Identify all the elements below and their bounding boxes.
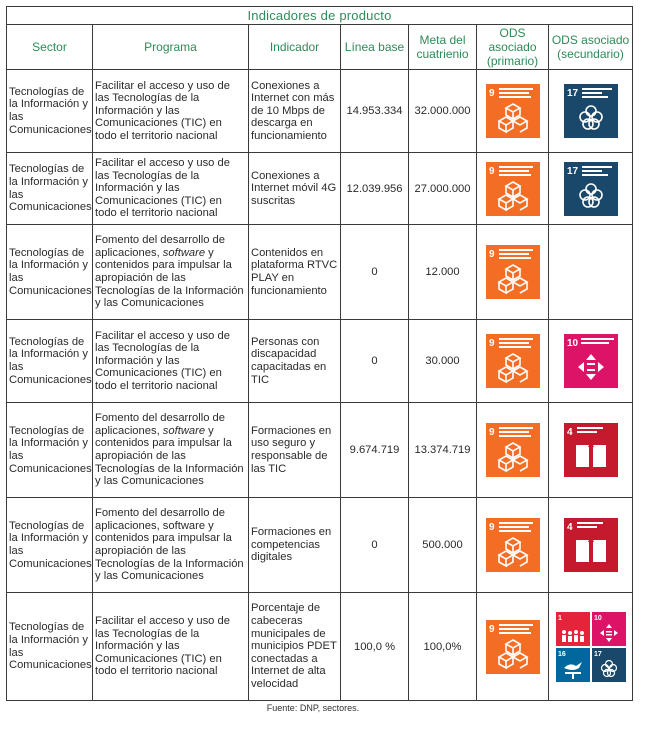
table-header-row (7, 25, 633, 70)
ods-primario-cell (477, 225, 549, 320)
ods-secundario-cell (549, 320, 633, 403)
table-row (7, 225, 633, 320)
linea-base-cell: 0 (341, 225, 409, 320)
ods-number: 9 (488, 165, 495, 177)
meta-cell: 32.000.000 (409, 70, 477, 153)
ods-number: 9 (488, 623, 495, 635)
ods-9-industry-icon (486, 620, 540, 674)
ods-number: 9 (488, 427, 495, 438)
ods-9-industry-icon (486, 423, 540, 477)
table-row (7, 320, 633, 403)
sector-cell: Tecnologías de la Información y las Comunicaciones (7, 320, 93, 403)
ods-16-peace-justice-icon (556, 648, 590, 682)
meta-cell: 12.000 (409, 225, 477, 320)
ods-number: 4 (566, 427, 573, 438)
sector-cell: Tecnologías de la Información y las Comunicaciones (7, 70, 93, 153)
source-caption: Fuente: DNP, sectores. (266, 703, 360, 713)
meta-cell: 500.000 (409, 498, 477, 593)
sector-cell: Tecnologías de la Información y las Comunicaciones (7, 225, 93, 320)
ods-number: 4 (566, 522, 573, 533)
table-row (7, 403, 633, 498)
header-programa: Programa (93, 25, 249, 70)
header-ods-secundario: ODS asociado (secundario) (549, 25, 633, 70)
indicadores-table-wrapper (6, 6, 632, 701)
ods-secundario-cell (549, 70, 633, 153)
ods-secundario-cell (549, 593, 633, 701)
programa-cell (93, 225, 249, 320)
ods-10-reduced-inequalities-icon (564, 334, 618, 388)
programa-text: Fomento del desarrollo de aplicaciones, (95, 234, 225, 259)
table-row (7, 70, 633, 153)
linea-base-cell: 100,0 % (341, 593, 409, 701)
ods-number: 9 (488, 522, 495, 533)
ods-number: 9 (488, 338, 495, 349)
ods-17-partnerships-icon (564, 162, 618, 216)
indicador-cell: Personas con discapacidad capacitadas en TIC (249, 320, 341, 403)
programa-cell (93, 403, 249, 498)
programa-emphasis: software (162, 246, 206, 259)
meta-cell: 30.000 (409, 320, 477, 403)
ods-4-quality-education-icon (564, 423, 618, 477)
linea-base-cell: 14.953.334 (341, 70, 409, 153)
programa-cell: Fomento del desarrollo de aplicaciones, software y contenidos para impulsar la apropiación de las Tecnologías de la Información y las Comunicaciones (93, 498, 249, 593)
indicador-cell: Porcentaje de cabeceras municipales de municipios PDET conectadas a Internet de alta velocidad (249, 593, 341, 701)
programa-text: y contenidos para impulsar la apropiación de las Tecnologías de la Información y las Comunicaciones (95, 424, 244, 488)
linea-base-cell: 9.674.719 (341, 403, 409, 498)
ods-9-industry-icon (486, 245, 540, 299)
table-row (7, 153, 633, 225)
meta-cell: 13.374.719 (409, 403, 477, 498)
indicador-cell: Conexiones a Internet móvil 4G suscritas (249, 153, 341, 225)
ods-primario-cell (477, 320, 549, 403)
ods-9-industry-icon (486, 84, 540, 138)
ods-number: 9 (488, 249, 495, 260)
ods-4-quality-education-icon (564, 518, 618, 572)
linea-base-cell: 0 (341, 498, 409, 593)
table-title-row (7, 7, 633, 25)
ods-1-no-poverty-icon (556, 612, 590, 646)
programa-text: Fomento del desarrollo de aplicaciones, (95, 412, 225, 437)
ods-secundario-cell-empty (549, 225, 633, 320)
header-meta: Meta del cuatrienio (409, 25, 477, 70)
meta-cell: 27.000.000 (409, 153, 477, 225)
programa-text: y contenidos para impulsar la apropiación de las Tecnologías de la Información y las Comunicaciones (95, 246, 244, 310)
svg-text:1: 1 (557, 614, 562, 622)
linea-base-cell: 0 (341, 320, 409, 403)
table-row (7, 593, 633, 701)
ods-9-industry-icon (486, 518, 540, 572)
sector-cell: Tecnologías de la Información y las Comunicaciones (7, 593, 93, 701)
sector-cell: Tecnologías de la Información y las Comunicaciones (7, 403, 93, 498)
ods-number: 10 (566, 338, 578, 349)
ods-9-industry-icon (486, 162, 540, 216)
ods-primario-cell (477, 153, 549, 225)
ods-primario-cell (477, 498, 549, 593)
ods-9-industry-icon (486, 334, 540, 388)
ods-secundario-cell (549, 498, 633, 593)
ods-secundario-cell (549, 153, 633, 225)
header-linea-base: Línea base (341, 25, 409, 70)
ods-17-partnerships-icon (564, 84, 618, 138)
indicador-cell: Contenidos en plataforma RTVC PLAY en funcionamiento (249, 225, 341, 320)
programa-cell: Facilitar el acceso y uso de las Tecnologías de la Información y las Comunicaciones (TIC) en todo el territorio nacional (93, 153, 249, 225)
linea-base-cell: 12.039.956 (341, 153, 409, 225)
header-indicador: Indicador (249, 25, 341, 70)
indicadores-table (6, 6, 633, 701)
svg-text:16: 16 (557, 650, 566, 658)
ods-number: 17 (566, 88, 578, 99)
table-row (7, 498, 633, 593)
programa-emphasis: software (162, 424, 206, 437)
header-ods-primario: ODS asociado (primario) (477, 25, 549, 70)
ods-number: 9 (488, 88, 495, 99)
sector-cell: Tecnologías de la Información y las Comunicaciones (7, 153, 93, 225)
indicador-cell: Formaciones en competencias digitales (249, 498, 341, 593)
ods-number: 17 (566, 165, 578, 177)
sector-cell: Tecnologías de la Información y las Comunicaciones (7, 498, 93, 593)
programa-cell: Facilitar el acceso y uso de las Tecnologías de la Información y las Comunicaciones (TIC) en todo el territorio nacional (93, 70, 249, 153)
header-sector: Sector (7, 25, 93, 70)
ods-multi-goals-icon (556, 612, 626, 682)
ods-primario-cell (477, 70, 549, 153)
meta-cell: 100,0% (409, 593, 477, 701)
indicador-cell: Formaciones en uso seguro y responsable de las TIC (249, 403, 341, 498)
programa-cell: Facilitar el acceso y uso de las Tecnologías de la Información y las Comunicaciones (TIC) en todo el territorio nacional (93, 593, 249, 701)
svg-text:10: 10 (593, 614, 602, 622)
programa-cell: Facilitar el acceso y uso de las Tecnologías de la Información y las Comunicaciones (TIC) en todo el territorio nacional (93, 320, 249, 403)
table-title: Indicadores de producto (7, 7, 633, 25)
ods-primario-cell (477, 403, 549, 498)
ods-17-partnerships-icon (592, 648, 626, 682)
ods-primario-cell (477, 593, 549, 701)
ods-10-reduced-inequalities-icon (592, 612, 626, 646)
ods-secundario-cell (549, 403, 633, 498)
svg-text:17: 17 (593, 650, 602, 658)
indicador-cell: Conexiones a Internet con más de 10 Mbps de descarga en funcionamiento (249, 70, 341, 153)
